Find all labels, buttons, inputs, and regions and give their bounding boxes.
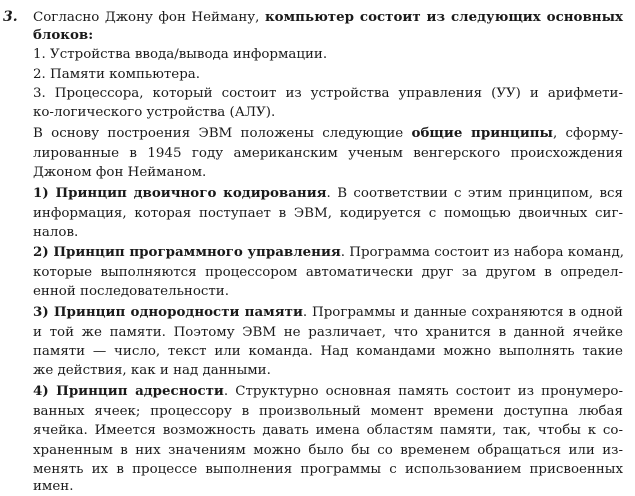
principles-intro-text: В основу построения ЭВМ положены следующие	[33, 126, 412, 141]
principle-3-line-1	[33, 303, 623, 322]
question-number: 3.	[3, 9, 18, 25]
principles-intro-tail: , сформу-	[552, 126, 623, 141]
principle-3-text: . Программы и данные сохраняются в одной	[302, 305, 623, 320]
intro-bold-text: компьютер состоит из следующих основных	[264, 9, 623, 25]
principle-1-text: . В соответствии с этим принципом, вся	[326, 186, 623, 201]
principle-4-line-4: храненным в них значениям можно было бы со временем обращаться или из-	[33, 443, 623, 458]
list-item-2: 2. Памяти компьютера.	[33, 67, 201, 82]
principles-intro-line-2: лированные в 1945 году американским ученым венгерского происхождения	[33, 146, 623, 161]
principle-4-line-6: имен.	[33, 479, 74, 494]
principle-4-line-3: ячейка. Имеется возможность давать имена областям памяти, так, чтобы к со-	[33, 423, 623, 438]
principle-1-heading: 1) Принцип двоичного кодирования	[33, 185, 327, 201]
principles-intro-line-1	[33, 124, 623, 143]
intro-line-2: блоков:	[33, 27, 94, 43]
list-item-1: 1. Устройства ввода/вывода информации.	[33, 47, 328, 62]
principle-1-line-3: налов.	[33, 225, 79, 240]
principle-4-heading: 4) Принцип адресности	[33, 383, 224, 399]
principle-3-line-3: памяти — число, текст или команда. Над командами можно выполнять такие	[33, 344, 623, 359]
principle-4-line-1	[33, 382, 623, 401]
principle-1-line-1	[33, 184, 623, 203]
principle-1-line-2: информация, которая поступает в ЭВМ, кодируется с помощью двоичных сиг-	[33, 206, 623, 221]
intro-text: Согласно Джону фон Нейману,	[33, 10, 265, 25]
principles-bold-text: общие принципы	[411, 125, 553, 141]
principle-3-line-4: же действия, как и над данными.	[33, 363, 271, 378]
principle-3-heading: 3) Принцип однородности памяти	[33, 304, 303, 320]
principle-4-line-2: ванных ячеек; процессору в произвольный момент времени доступна любая	[33, 404, 623, 419]
principle-2-line-3: енной последовательности.	[33, 284, 229, 299]
principle-2-line-2: которые выполняются процессором автоматически друг за другом в определ-	[33, 265, 623, 280]
principle-4-text: . Структурно основная память состоит из пронумеро-	[223, 384, 623, 399]
principles-intro-line-3: Джоном фон Нейманом.	[33, 165, 207, 180]
principle-3-line-2: и той же памяти. Поэтому ЭВМ не различает, что хранится в данной ячейке	[33, 325, 623, 340]
list-item-3-cont: ко-логического устройства (АЛУ).	[33, 105, 276, 120]
principle-2-line-1	[33, 243, 623, 262]
principle-4-line-5: менять их в процессе выполнения программы с использованием присвоенных	[33, 462, 623, 477]
principle-2-heading: 2) Принцип программного управления	[33, 244, 341, 260]
principle-2-text: . Программа состоит из набора команд,	[340, 245, 624, 260]
list-item-3: 3. Процессора, который состоит из устройства управления (УУ) и арифмети-	[33, 86, 623, 101]
intro-line-1	[33, 8, 623, 27]
